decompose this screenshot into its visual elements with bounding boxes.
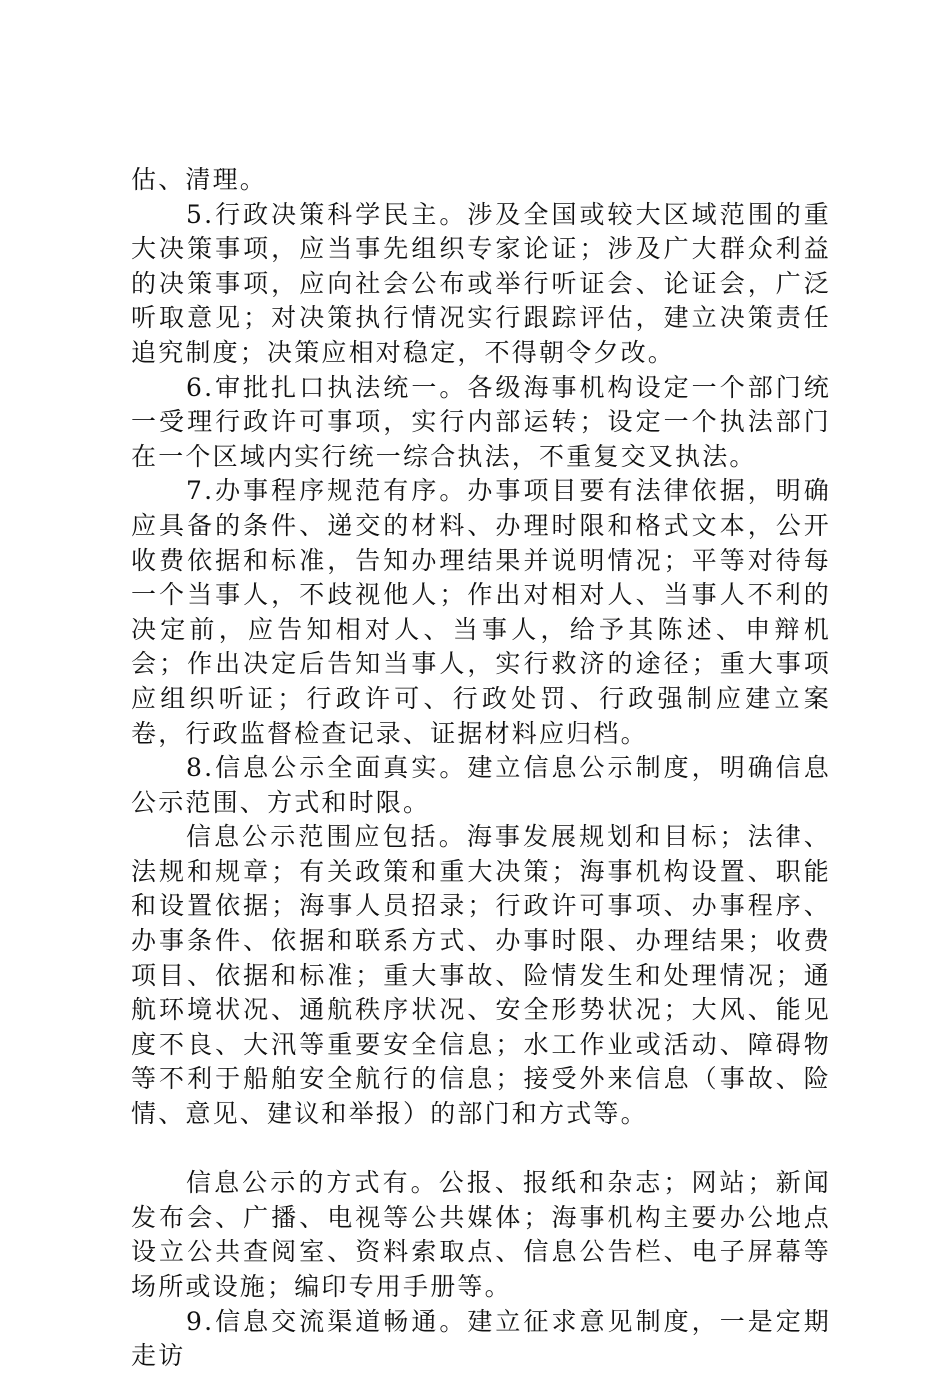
paragraph-continuation: 估、清理。 [131, 165, 268, 194]
document-body [131, 163, 831, 1374]
paragraph-item-8: 8.信息公示全面真实。建立信息公示制度，明确信息公示范围、方式和时限。 [131, 753, 831, 817]
paragraph-item-9: 9.信息交流渠道畅通。建立征求意见制度，一是定期走访 [131, 1306, 831, 1371]
paragraph-item-7: 7.办事程序规范有序。办事项目要有法律依据，明确应具备的条件、递交的材料、办理时限和格式文本，公开收费依据和标准，告知办理结果并说明情况；平等对待每一个当事人，不歧视他人；作出对相对人、当事人不利的决定前，应告知相对人、当事人，给予其陈述、申辩机会；作出决定后告知当事人，实行救济的途径；重大事项应组织听证；行政许可、行政处罚、行政强制应建立案卷，行政监督检查记录、证据材料应归档。 [131, 476, 831, 748]
paragraph-disclosure-methods: 信息公示的方式有。公报、报纸和杂志；网站；新闻发布会、广播、电视等公共媒体；海事机构主要办公地点设立公共查阅室、资料索取点、信息公告栏、电子屏幕等场所或设施；编印专用手册等。 [131, 1168, 831, 1301]
paragraph-disclosure-scope: 信息公示范围应包括。海事发展规划和目标；法律、法规和规章；有关政策和重大决策；海事机构设置、职能和设置依据；海事人员招录；行政许可事项、办事程序、办事条件、依据和联系方式、办事时限、办理结果；收费项目、依据和标准；重大事故、险情发生和处理情况；通航环境状况、通航秩序状况、安全形势状况；大风、能见度不良、大汛等重要安全信息；水工作业或活动、障碍物等不利于船舶安全航行的信息；接受外来信息（事故、险情、意见、建议和举报）的部门和方式等。 [131, 822, 831, 1129]
paragraph-item-5: 5.行政决策科学民主。涉及全国或较大区域范围的重大决策事项，应当事先组织专家论证；涉及广大群众利益的决策事项，应向社会公布或举行听证会、论证会，广泛听取意见；对决策执行情况实行跟踪评估，建立决策责任追究制度；决策应相对稳定，不得朝令夕改。 [131, 199, 831, 367]
paragraph-item-6: 6.审批扎口执法统一。各级海事机构设定一个部门统一受理行政许可事项，实行内部运转；设定一个执法部门在一个区域内实行统一综合执法，不重复交叉执法。 [131, 372, 831, 471]
